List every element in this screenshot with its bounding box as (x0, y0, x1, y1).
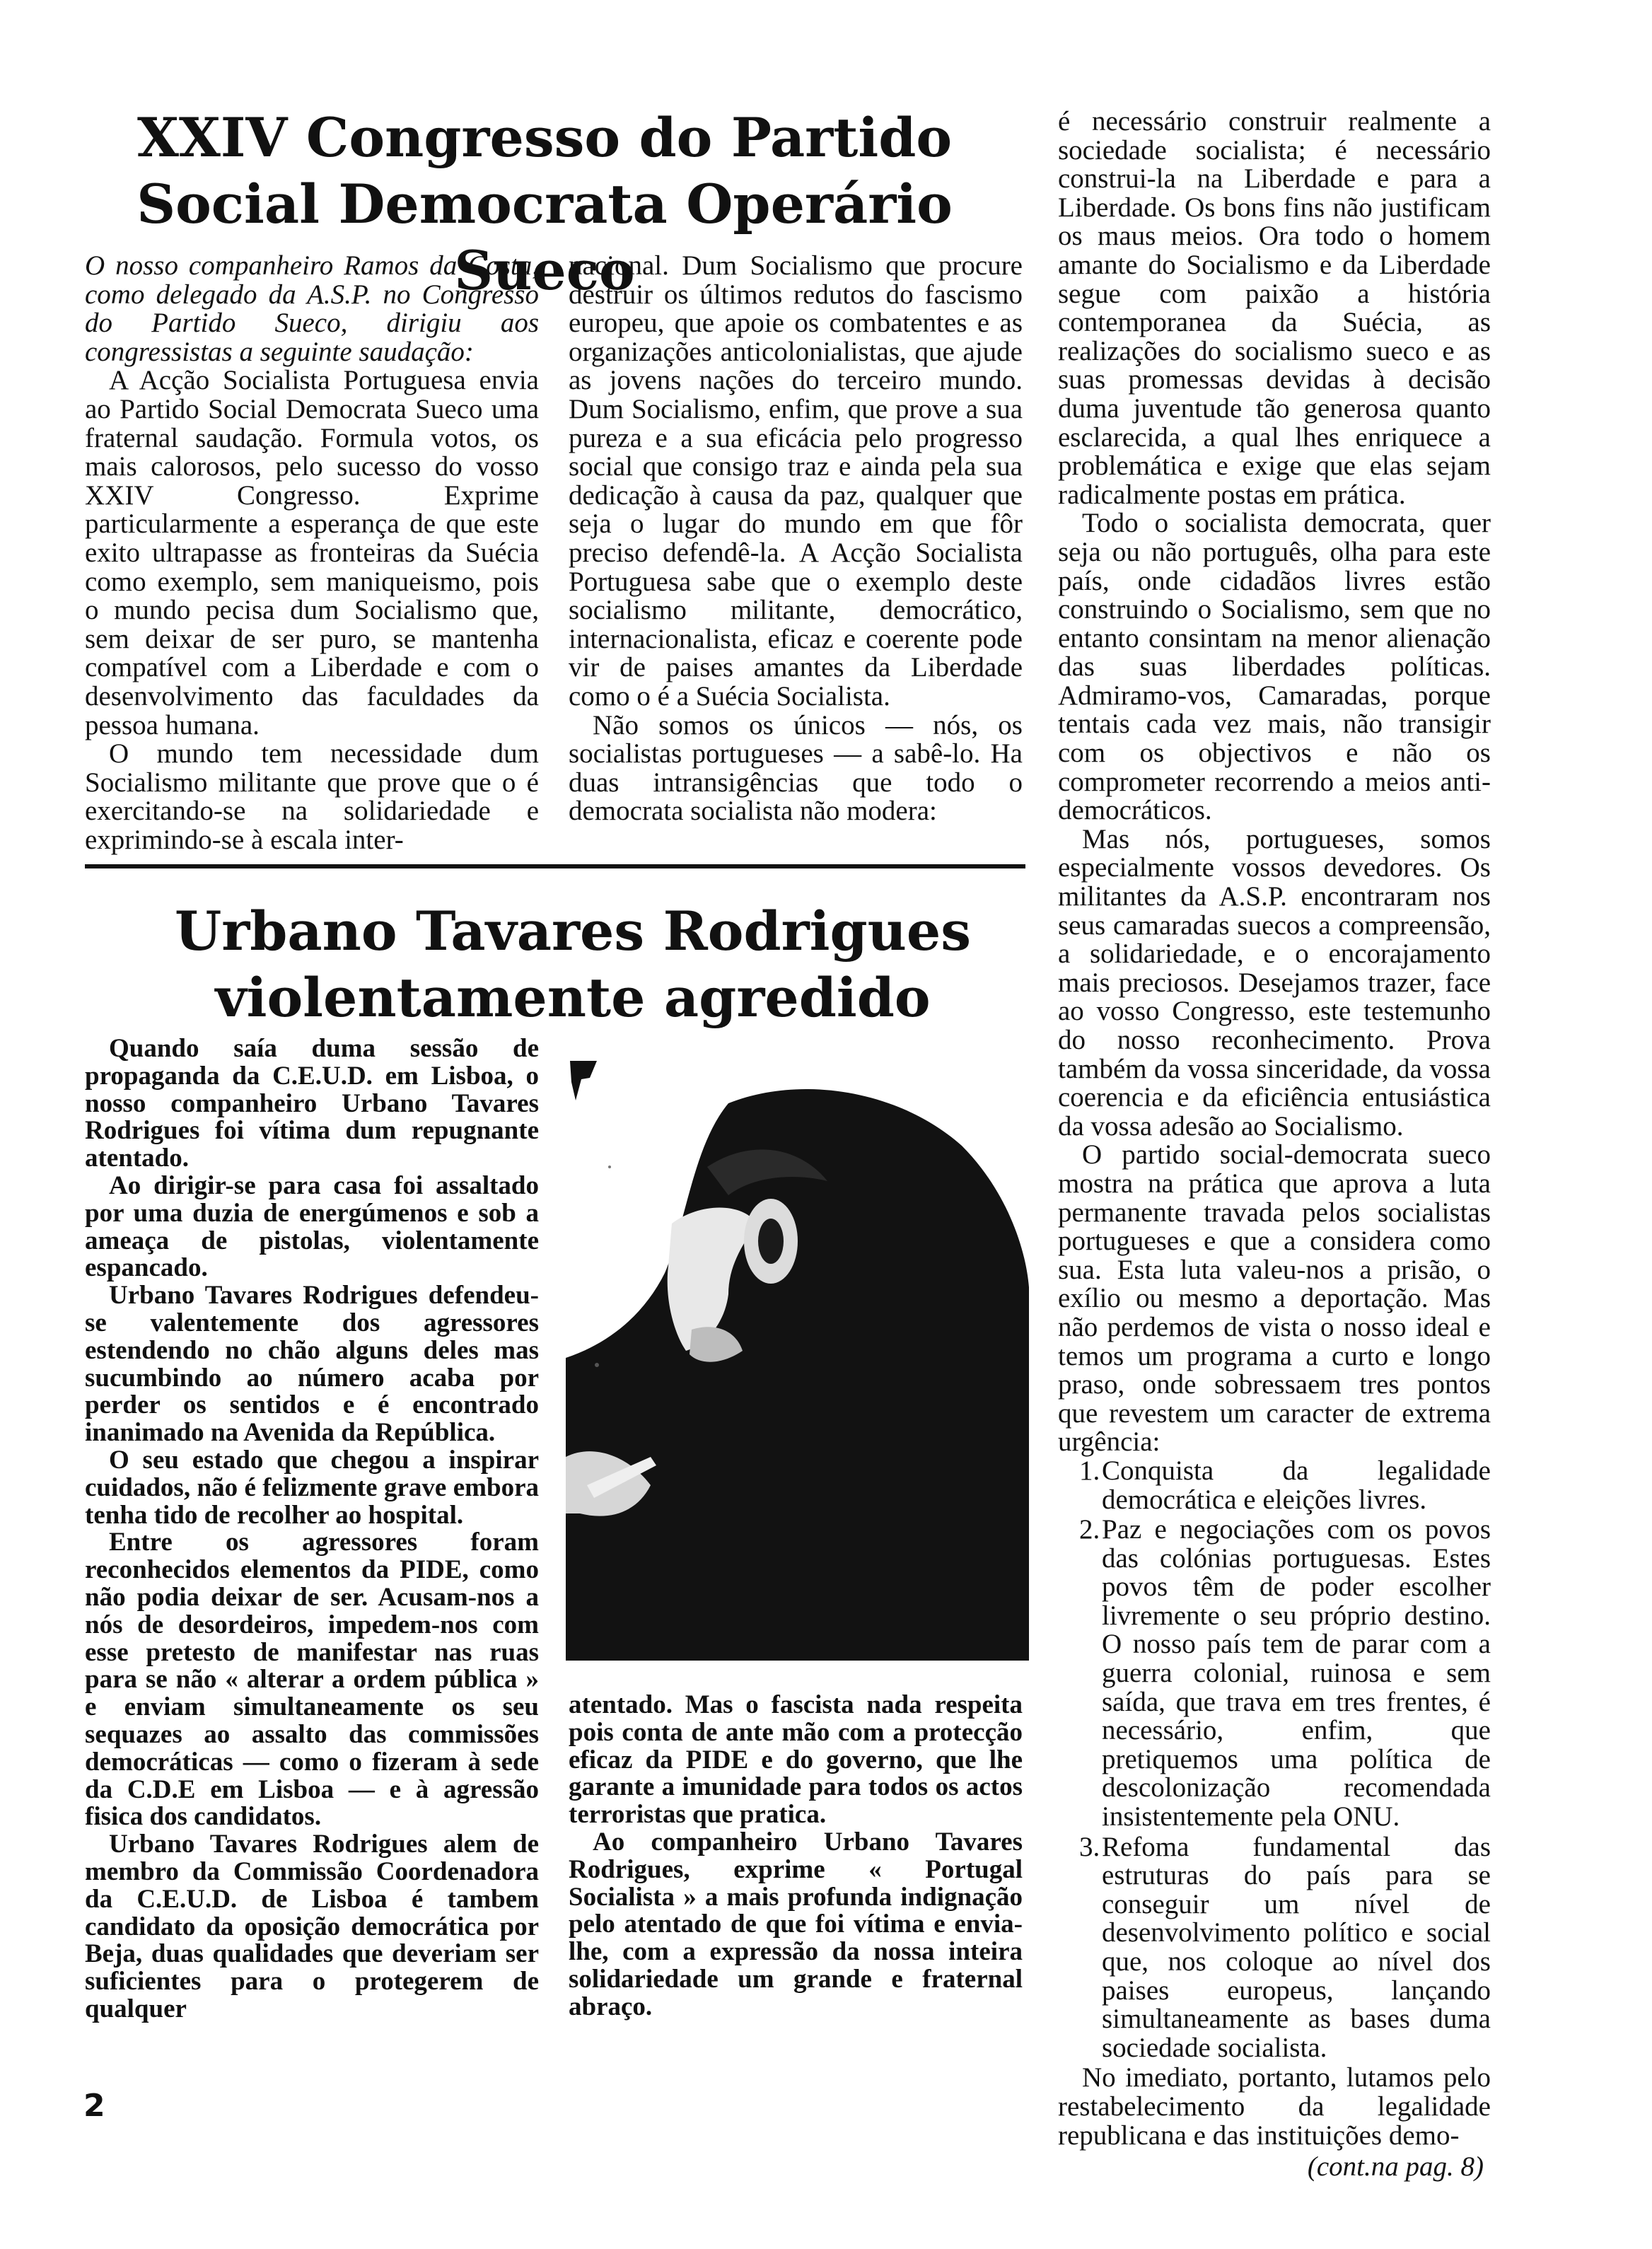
article1-paragraph: Mas nós, portugueses, somos especialmente vossos devedores. Os militantes da A.S.P. encontraram nos seus camaradas suecos a compreensão, a solidariedade, e o encorajamento mais preciosos. Desejamos trazer, face ao vosso Congresso, este testemunho do nosso reconhecimento. Prova também da vossa sinceridade, da vossa coerencia e da eficiência entusiástica da vossa adesão ao Socialismo. (1058, 823, 1491, 1141)
article1-paragraph: O mundo tem necessidade dum Socialismo militante que prove que o é exercitando-se na solidariedade e exprimindo-se à escala inter- (85, 738, 539, 855)
article2-paragraph: Ao dirigir-se para casa foi assaltado por uma duzia de energúmenos e sob a ameaça de pistolas, violentamente espancado. (85, 1170, 539, 1283)
article2-column-1 (85, 1035, 539, 2023)
list-item-number: 3. (1079, 1831, 1100, 1862)
list-item-text: Refoma fundamental das estruturas do país para se conseguir um nível de desenvolvimento político e social que, nos coloque ao nível dos paises europeus, lançando simultaneamente as bases duma sociedade socialista. (1102, 1831, 1491, 2063)
article1-paragraph: nacional. Dum Socialismo que procure destruir os últimos redutos do fascismo europeu, que apoie os combatentes e as organizações anticolonialistas, que ajude as jovens nações do terceiro mundo. Dum Socialismo, enfim, que prove a sua pureza e a sua eficácia pelo progresso social que consigo traz e ainda pela sua dedicação à causa da paz, qualquer que seja o lugar do mundo em que fôr preciso defendê-la. A Acção Socialista Portuguesa sabe que o exemplo deste socialismo militante, democrático, internacionalista, eficaz e coerente pode vir de paises amantes da Liberdade como o é a Suécia Socialista. (569, 250, 1023, 711)
article2-paragraph: Urbano Tavares Rodrigues defendeu-se valentemente dos agressores estendendo no chão alguns deles mas sucumbindo ao número acaba por perder os sentidos e é encontrado inanimado na Avenida da República. (85, 1281, 539, 1448)
portrait-photo-image (566, 1061, 1029, 1678)
continuation-note: (cont.na pag. 8) (1307, 2151, 1484, 2183)
article2-paragraph: Entre os agressores foram reconhecidos elementos da PIDE, como não podia deixar de ser. Acusam-nos a nós de desordeiros, impedem-nos com esse pretesto de manifestar nas ruas para se não « alterar a ordem pública » e enviam simultaneamente os seu sequazes ao assalto das commissões democráticas — como o fizeram à sede da C.D.E em Lisboa — e à agressão fisica dos candidatos. (85, 1528, 539, 1832)
list-item (1058, 1516, 1491, 1832)
article1-paragraph: O partido social-democrata sueco mostra na prática que aprova a luta permanente travada pelos socialistas portugueses e que a considera como sua. Esta luta valeu-nos a prisão, o exílio ou mesmo a deportação. Mas não perdemos de vista o nosso ideal e temos um programa a curto e longo praso, onde sobressaem tres pontos que revestem um caracter de extrema urgência: (1058, 1139, 1491, 1458)
article1-paragraph: Não somos os únicos — nós, os socialistas portugueses — a sabê-lo. Ha duas intransigências que todo o democrata socialista não modera: (569, 709, 1023, 827)
article1-paragraph: No imediato, portanto, lutamos pelo restabelecimento da legalidade republicana e das instituições demo- (1058, 2062, 1491, 2151)
article1-column-3 (1058, 107, 1491, 2182)
list-item (1058, 1457, 1491, 1514)
article2-paragraph: Quando saía duma sessão de propaganda da C.E.U.D. em Lisboa, o nosso companheiro Urbano Tavares Rodrigues foi vítima dum repugnante atentado. (85, 1034, 539, 1173)
article2-paragraph: O seu estado que chegou a inspirar cuidados, não é felizmente grave embora tenha tido de recolher ao hospital. (85, 1445, 539, 1530)
list-item (1058, 1833, 1491, 2063)
page-number: 2 (83, 2088, 105, 2124)
list-item-text: Conquista da legalidade democrática e eleições livres. (1102, 1455, 1491, 1515)
article2-headline: Urbano Tavares Rodrigues violentamente agredido (174, 900, 972, 1029)
article-divider (85, 864, 1025, 868)
article2-paragraph: atentado. Mas o fascista nada respeita pois conta de ante mão com a protecção eficaz da PIDE e do governo, que lhe garante a imunidade para todos os actos terroristas que pratica. (569, 1690, 1023, 1830)
article1-headline: XXIV Congresso do Partido Social Democrata Operário Sueco (136, 106, 953, 302)
list-item-text: Paz e negociações com os povos das colónias portuguesas. Estes povos têm de poder escolher livremente o seu próprio destino. O nosso país tem de parar com a guerra colonial, ruinosa e sem saída, que trava em tres frentes, é necessário, enfim, que pretiquemos uma política de descolonização recomendada insistentemente pela ONU. (1102, 1514, 1491, 1832)
portrait-photo (566, 1061, 1029, 1678)
article2-column-2 (569, 1692, 1023, 2021)
article1-paragraph: Todo o socialista democrata, quer seja ou não português, olha para este país, onde cidadãos livres estão construindo o Socialismo, sem que no entanto consintam na menor alienação das suas liberdades políticas. Admiramo-vos, Camaradas, porque tentais cada vez mais, não transigir com os objectivos e não os comprometer recorrendo a meios anti-democráticos. (1058, 508, 1491, 826)
article1-column-2 (569, 252, 1023, 826)
article1-intro: O nosso companheiro Ramos da Costa, como delegado da A.S.P. no Congresso do Partido Sueco, dirigiu aos congressistas a seguinte saudação: (85, 250, 539, 367)
article2-paragraph: Ao companheiro Urbano Tavares Rodrigues, exprime « Portugal Socialista » a mais profunda indignação pelo atentado de que foi vítima e envia-lhe, com a expressão da nossa inteira solidariedade um grande e fraternal abraço. (569, 1827, 1023, 2021)
article1-column-1 (85, 252, 539, 854)
article1-paragraph: é necessário construir realmente a sociedade socialista; é necessário construi-la na Liberdade e para a Liberdade. Os bons fins não justificam os maus meios. Ora todo o homem amante do Socialismo e da Liberdade segue com paixão a história contemporanea da Suécia, as realizações do socialismo sueco e as suas promessas devidas à decisão duma juventude tão generosa quanto esclarecida, a qual lhes enriquece a problemática e exige que elas sejam radicalmente postas em prática. (1058, 106, 1491, 510)
list-item-number: 1. (1079, 1455, 1100, 1486)
article2-paragraph: Urbano Tavares Rodrigues alem de membro da Commissão Coordenadora da C.E.U.D. de Lisboa é tambem candidato da oposição democrática por Beja, duas qualidades que deveriam ser suficientes para o protegerem de qualquer (85, 1830, 539, 2023)
urgency-points-list (1058, 1457, 1491, 2062)
article1-paragraph: A Acção Socialista Portuguesa envia ao Partido Social Democrata Sueco uma fraternal saudação. Formula votos, os mais calorosos, pelo sucesso do vosso XXIV Congresso. Exprime particularmente a esperança de que este exito ultrapasse as fronteiras da Suécia como exemplo, sem maniqueismo, pois o mundo pecisa dum Socialismo que, sem deixar de ser puro, se mantenha compatível com a Liberdade e com o desenvolvimento das faculdades da pessoa humana. (85, 365, 539, 740)
list-item-number: 2. (1079, 1514, 1100, 1545)
